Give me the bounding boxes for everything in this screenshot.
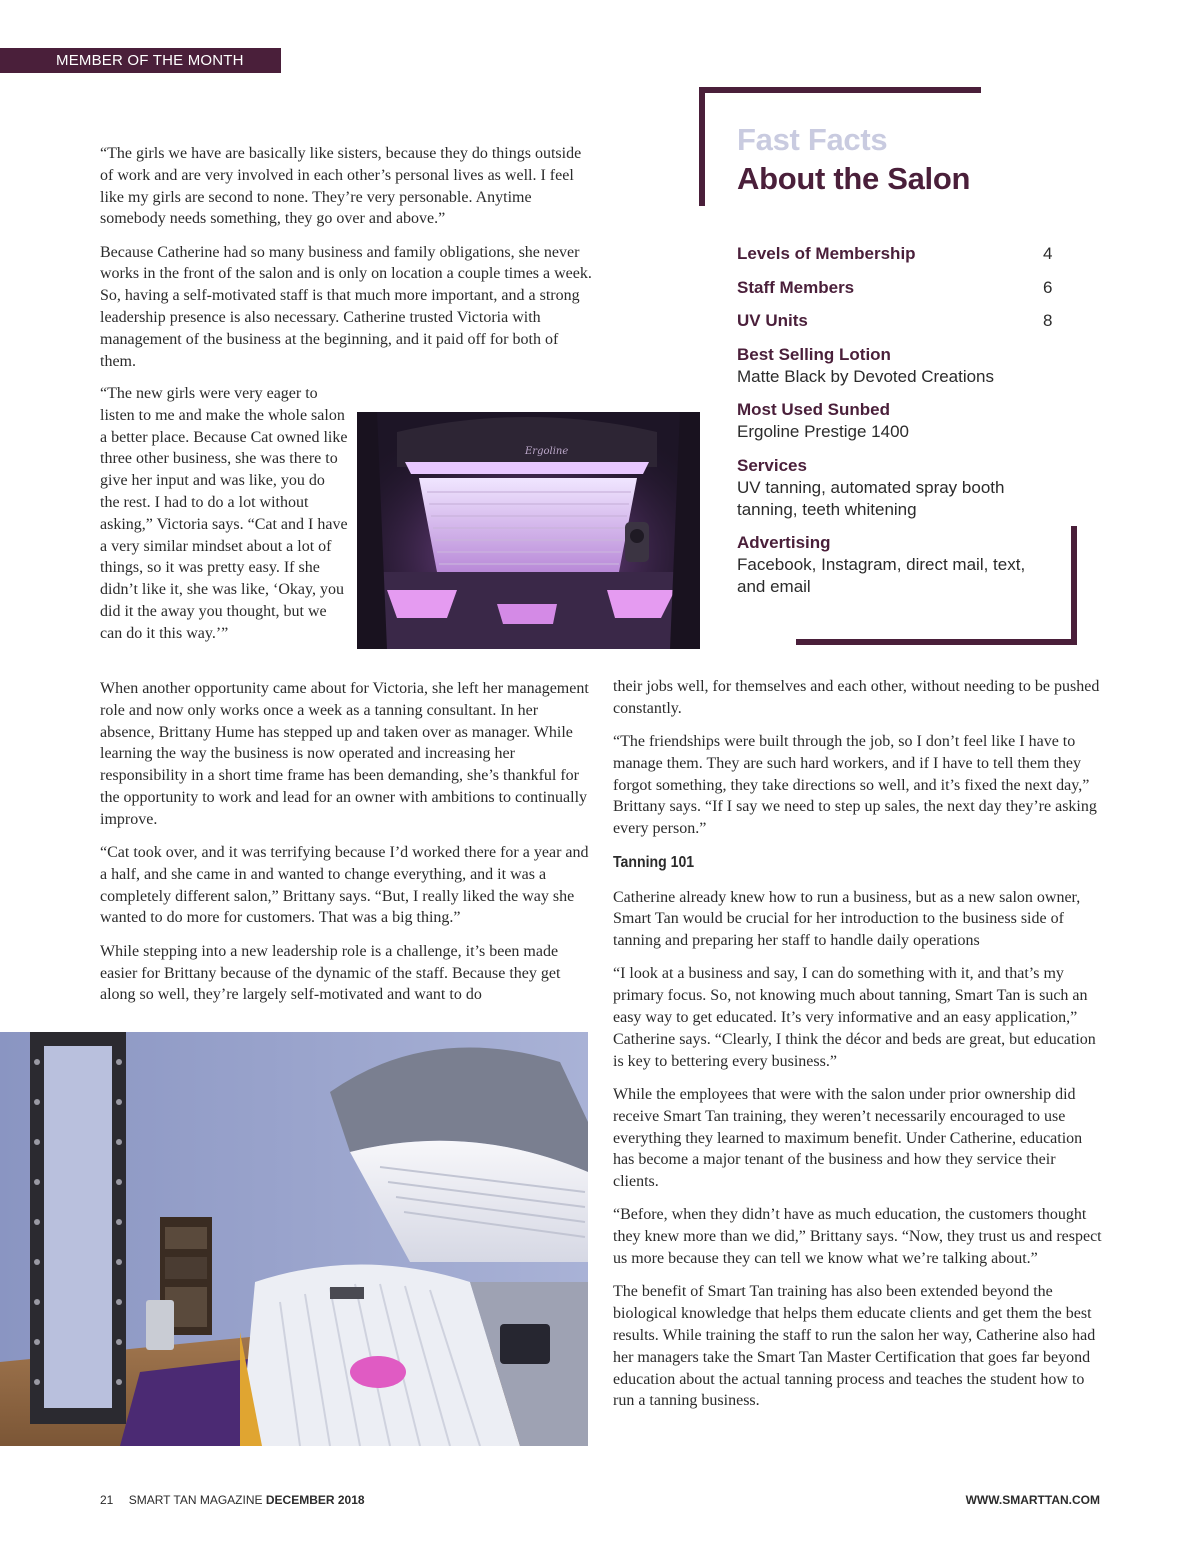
fact-block (737, 344, 1057, 388)
page-number: 21 (100, 1493, 114, 1507)
footer-left (100, 1492, 365, 1508)
fact-block (737, 455, 1057, 521)
paragraph: “The friendships were built through the job, so I don’t feel like I have to manage them. They are such hard workers, and if I have to tell them they forgot something, they take directions so well, and it’s fixed the next day,” Brittany says. “If I say we need to step up sales, the next day they’re asking every person.” (613, 733, 1097, 838)
fact-value: 6 (1043, 277, 1053, 297)
fast-facts-frame-top-left (699, 87, 705, 206)
fast-facts-list (737, 243, 1057, 610)
paragraph: While stepping into a new leadership role is a challenge, it’s been made easier for Brittany because of the dynamic of the staff. Because they get along so well, they’re largely self-motivated and want to do (100, 942, 561, 1004)
fact-row (737, 277, 1057, 299)
paragraph: The benefit of Smart Tan training has also been extended beyond the biological knowledge that helps them educate clients and get them the best results. While training the staff to run the salon her way, Catherine also had her managers take the Smart Tan Master Certification that goes far beyond education about the actual tanning process and teaches the student how to run a tanning business. (613, 1283, 1096, 1410)
fact-label: Levels of Membership (737, 244, 916, 263)
footer-website: WWW.SMARTTAN.COM (965, 1493, 1100, 1507)
paragraph: “Before, when they didn’t have as much education, the customers thought they knew more than we did,” Brittany says. “Now, they trust us and respect us more because they can tell we know what we’re talking about.” (613, 1206, 1102, 1268)
tanning-room-photo (0, 1032, 588, 1446)
fast-facts-frame-bottom-right (1071, 526, 1077, 645)
fact-value: UV tanning, automated spray booth tanning, teeth whitening (737, 477, 1005, 519)
fact-value: Ergoline Prestige 1400 (737, 422, 910, 441)
fact-value: Matte Black by Devoted Creations (737, 366, 995, 386)
paragraph: When another opportunity came about for Victoria, she left her management role and now only works once a week as a tanning consultant. In her absence, Brittany Hume has stepped up and taken over as manager. While learning the way the business is now operated and increasing her responsibility in a short time frame has been demanding, she’s thankful for the opportunity to work and lead for an owner with ambitions to continually improve. (100, 680, 589, 828)
section-tag: MEMBER OF THE MONTH (0, 48, 281, 73)
paragraph: Catherine already knew how to run a business, but as a new salon owner, Smart Tan would be crucial for her introduction to the business side of tanning and preparing her staff to handle daily operations (613, 888, 1081, 950)
tanning-bed-photo (357, 412, 700, 649)
fact-value: 8 (1043, 311, 1053, 330)
paragraph: “The new girls were very eager to listen to me and make the whole salon a better place. Because Cat owned like three other business, she was there to give her input and was like, you do the rest. I had to do a lot without asking,” Victoria says. “Cat and I have a very similar mindset about a lot of things, so it was pretty easy. If she didn’t like it, she was like, ‘Okay, you did it the away you thought, but we can do it this way.’” (100, 385, 348, 642)
paragraph: their jobs well, for themselves and each other, without needing to be pushed constantly. (613, 678, 1100, 717)
fact-row (737, 243, 1057, 265)
fact-block (737, 532, 1057, 598)
photo-brand: Ergoline (525, 446, 569, 457)
fact-block (737, 399, 1057, 443)
article-left-wrap (100, 383, 348, 656)
fact-label: Staff Members (737, 277, 855, 297)
paragraph: While the employees that were with the salon under prior ownership did receive Smart Tan training, they weren’t necessarily encouraged to use everything they learned to maximum benefit. Under Catherine, education has become a major tenant of the business and how they service their clients. (613, 1085, 1083, 1191)
magazine-name: SMART TAN MAGAZINE (128, 1493, 263, 1507)
issue-date: DECEMBER 2018 (265, 1493, 365, 1507)
fact-row (737, 310, 1057, 332)
paragraph: “The girls we have are basically like sisters, because they do things outside of work and are very involved in each other’s personal lives as well. I feel like my girls are second to none. They’re very personable. Anytime somebody needs something, they go over and above.” (100, 145, 582, 228)
fact-label: Best Selling Lotion (737, 344, 891, 364)
paragraph: Because Catherine had so many business and family obligations, she never works in the front of the salon and is only on location a couple times a week. So, having a self-motivated staff is that much more important, and a strong leadership presence is also necessary. Catherine trusted Victoria with management of the business at the beginning, and it paid off for both of them. (100, 243, 592, 370)
fast-facts-subtitle: About the Salon (737, 161, 971, 196)
fact-label: Most Used Sunbed (737, 400, 891, 419)
article-left-bottom (100, 678, 592, 1018)
article-right (613, 676, 1105, 1424)
fact-label: Services (737, 455, 807, 475)
fast-facts-title: Fast Facts (737, 122, 888, 157)
fast-facts-frame-top (699, 87, 981, 93)
fact-value: 4 (1043, 244, 1053, 263)
fast-facts-frame-bottom (796, 639, 1077, 645)
fact-value: Facebook, Instagram, direct mail, text, and email (737, 555, 1026, 596)
fact-label: UV Units (737, 311, 808, 330)
subhead: Tanning 101 (613, 853, 695, 871)
paragraph: “I look at a business and say, I can do something with it, and that’s my primary focus. So, not knowing much about tanning, Smart Tan is such an easy way to get educated. It’s very informative and an easy application,” Catherine says. “Clearly, I think the décor and beds are great, but education is key to bettering every business.” (613, 965, 1096, 1070)
article-left-top (100, 143, 592, 384)
fact-label: Advertising (737, 533, 831, 552)
paragraph: “Cat took over, and it was terrifying because I’d worked there for a year and a half, and she came in and wanted to change everything, and it was a completely different salon,” Brittany says. “But, I really liked the way she wanted to do more for customers. That was a big thing.” (100, 844, 589, 927)
